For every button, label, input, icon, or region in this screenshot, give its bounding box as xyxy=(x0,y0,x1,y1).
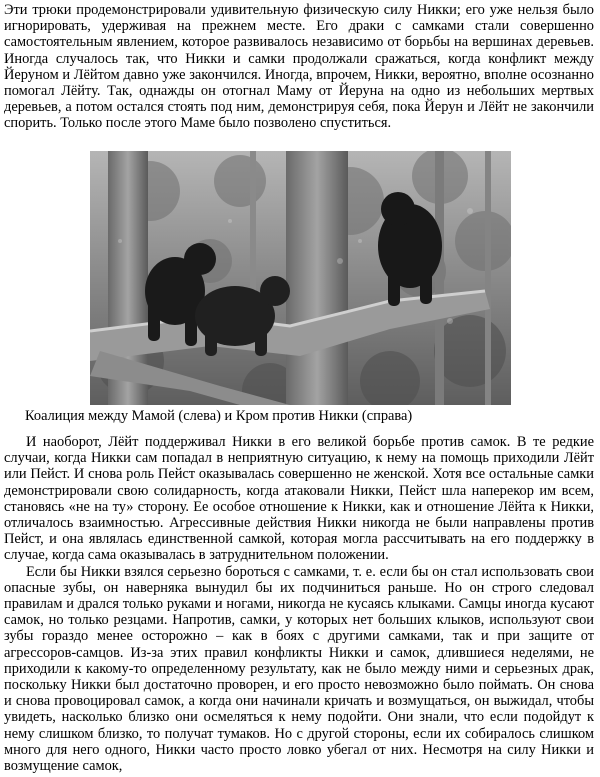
photo-figure xyxy=(90,151,511,405)
paragraph: И наоборот, Лёйт поддерживал Никки в его великой борьбе против самок. В те редкие случаи, когда Никки сам попадал в неприятную ситуацию, к нему на помощь приходили Лёйт или Пейст. И снова роль Пейст оказывалась совершенно не женской. Хотя все остальные самки демонстрировали свою солидарность, когда атаковали Никки, Пейст шла наперекор им всем, становясь «не на ту» сторону. Ее особое отношение к Никки, как и отношение Лёйта к Никки, отличалось взаимностью. Агрессивные действия Никки никогда не были направлены против Пейст, и она являлась единственной самкой, которая могла рассчитывать на его поддержку в случае, когда сама оказывалась в затруднительном положении. xyxy=(4,434,594,564)
paragraph: Эти трюки продемонстрировали удивительную физическую силу Никки; его уже нельзя было игнорировать, удерживая на прежнем месте. Его драки с самками стали совершенно самостоятельным явлением, которое развивалось независимо от борьбы на вершинах деревьев. Иногда случалось так, что Никки и самки продолжали сражаться, когда конфликт между Йеруном и Лёйтом давно уже закончился. Иногда, впрочем, Никки, вероятно, вполне осознанно помогал Лёйту. Так, однажды он отогнал Маму от Йеруна на одно из небольших мертвых деревьев, а потом остался стоять под ним, демонстрируя себя, пока Йерун и Лёйт не закончили спорить. Только после этого Маме было позволено спуститься. xyxy=(4,2,594,132)
chimpanzee-photo xyxy=(90,151,511,405)
paragraph: Если бы Никки взялся серьезно бороться с самками, т. е. если бы он стал использовать свои опасные зубы, он наверняка вынудил бы их подчиниться раньше. Но он строго следовал правилам и дрался только руками и ногами, никогда не кусаясь клыками. Самцы иногда кусают самок, но только резцами. Напротив, самки, у которых нет больших клыков, используют свои зубы гораздо менее осторожно – как в боях с другими самками, так и при защите от агрессоров-самцов. Из-за этих правил конфликты Никки и самок, длившиеся неделями, не приходили к какому-то определенному результату, как не было между ними и серьезных драк, поскольку Никки был достаточно проворен, и его просто невозможно было поймать. Он снова и снова провоцировал самок, а когда они начинали кричать и возмущаться, он выжидал, чтобы увидеть, насколько близко они осмеляться к нему подойти. Они знали, что если подойдут к нему слишком близко, то получат тумаков. Но с другой стороны, если их собиралось слишком много для него одного, Никки часто просто ловко убегал от них. Несмотря на силу Никки и возмущение самок, xyxy=(4,563,594,775)
figure-caption: Коалиция между Мамой (слева) и Кром против Никки (справа) xyxy=(25,408,413,424)
text-block-bottom xyxy=(4,434,594,774)
text-block-top xyxy=(4,2,594,132)
